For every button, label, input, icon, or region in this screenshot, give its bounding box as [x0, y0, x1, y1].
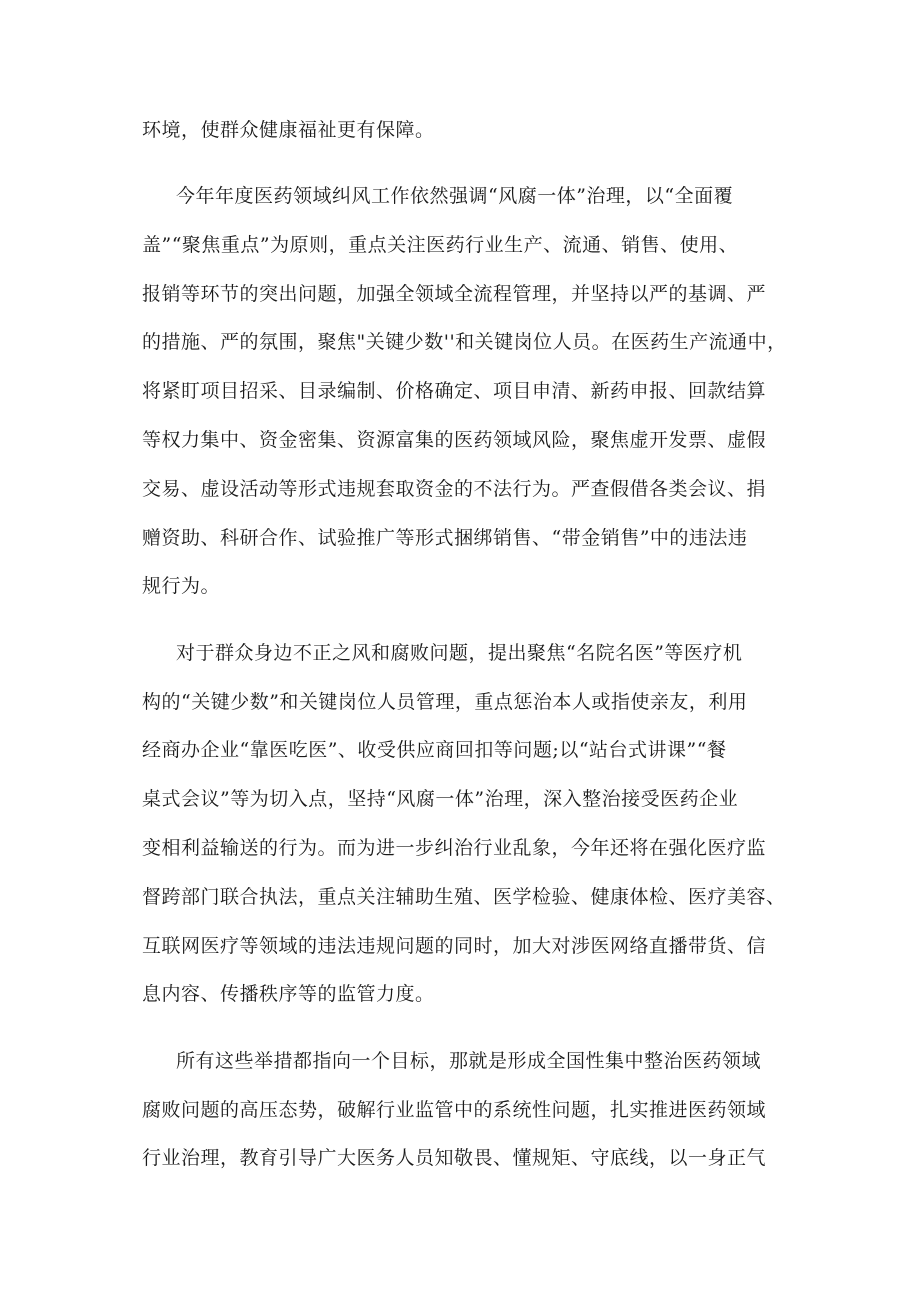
paragraph-1-line-1: 环境，使群众健康福祉更有保障。	[142, 119, 435, 141]
paragraph-4-line-3: 行业治理，教育引导广大医务人员知敬畏、懂规矩、守底线，以一身正气	[142, 1147, 767, 1169]
paragraph-3-line-6: 督跨部门联合执法，重点关注辅助生殖、医学检验、健康体检、医疗美容、	[142, 886, 786, 908]
paragraph-3-line-1: 对于群众身边不正之风和腐败问题，提出聚焦“名院名医”等医疗机	[176, 642, 743, 664]
paragraph-2-line-2: 盖”“聚焦重点”为原则，重点关注医药行业生产、流通、销售、使用、	[142, 234, 739, 256]
paragraph-3-line-7: 互联网医疗等领域的违法违规问题的同时，加大对涉医网络直播带货、信	[142, 935, 767, 957]
paragraph-3-line-3: 经商办企业“靠医吃医”、收受供应商回扣等问题;以“站台式讲课”“餐	[142, 739, 727, 761]
paragraph-3-line-8: 息内容、传播秩序等的监管力度。	[142, 983, 435, 1005]
paragraph-4-line-2: 腐败问题的高压态势，破解行业监管中的系统性问题，扎实推进医药领域	[142, 1099, 767, 1121]
paragraph-2-line-5: 将紧盯项目招采、目录编制、价格确定、项目申清、新药申报、回款结算	[142, 380, 767, 402]
paragraph-3-line-5: 变相利益输送的行为。而为进一步纠治行业乱象，今年还将在强化医疗监	[142, 837, 767, 859]
paragraph-2-line-4: 的措施、严的氛围，聚焦"关键少数''和关键岗位人员。在医药生产流通中，	[142, 331, 787, 353]
paragraph-3-line-4: 桌式会议”等为切入点，坚持“风腐一体”治理，深入整治接受医药企业	[142, 788, 739, 810]
paragraph-2-line-9: 规行为。	[142, 575, 221, 597]
paragraph-2-line-1: 今年年度医药领域纠风工作依然强调“风腐一体”治理，以“全面覆	[176, 185, 734, 207]
paragraph-3-line-2: 构的“关键少数”和关键岗位人员管理，重点惩治本人或指使亲友，利用	[142, 691, 748, 713]
paragraph-4-line-1: 所有这些举措都指向一个目标，那就是形成全国性集中整治医药领域	[176, 1050, 762, 1072]
paragraph-2-line-8: 赠资助、科研合作、试验推广等形式捆绑销售、“带金销售”中的违法违	[142, 527, 748, 549]
paragraph-2-line-3: 报销等环节的突出问题，加强全领域全流程管理，并坚持以严的基调、严	[142, 283, 767, 305]
paragraph-2-line-7: 交易、虚设活动等形式违规套取资金的不法行为。严查假借各类会议、捐	[142, 478, 767, 500]
paragraph-2-line-6: 等权力集中、资金密集、资源富集的医药领域风险，聚焦虚开发票、虚假	[142, 429, 767, 451]
